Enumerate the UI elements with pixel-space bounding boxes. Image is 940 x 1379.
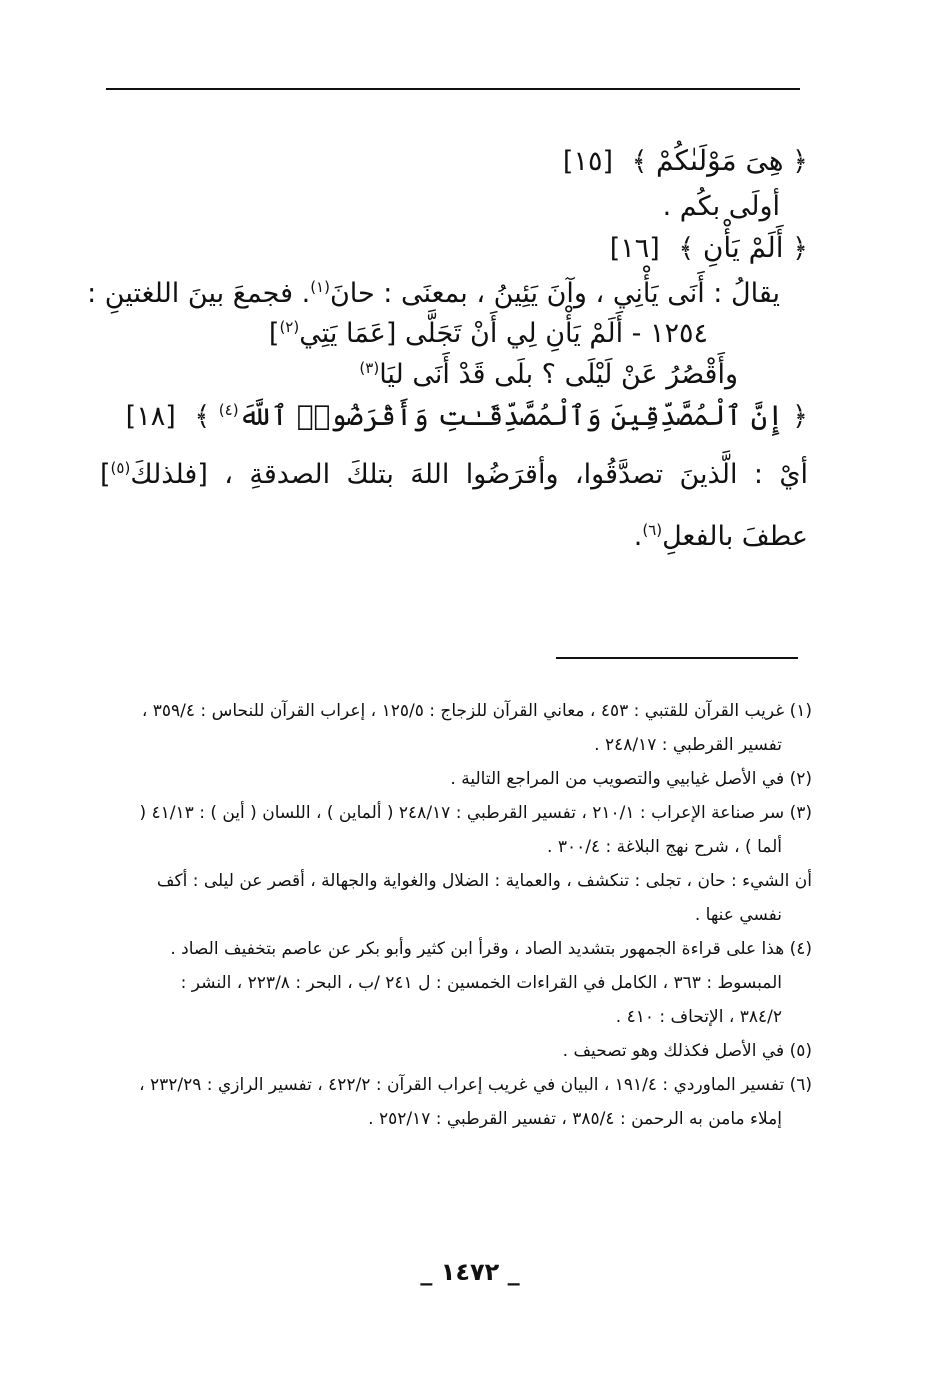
verse-number: [١٨]	[125, 401, 176, 432]
gloss-text: ] عطفَ بالفعلِ	[100, 458, 808, 552]
gloss-15: أولَى بكُم .	[662, 190, 780, 222]
poem-text: ١٢٥٤ - أَلَمْ يَأْنِ لِي أَنْ تَجَلَّى [عَمَا يَتِي	[299, 318, 708, 349]
footnotes	[104, 694, 812, 1136]
footnote-separator	[556, 657, 798, 659]
poem-text: وأَقْصُرُ عَنْ لَيْلَى ؟ بلَى قَدْ أَنَى ليَا	[379, 358, 738, 390]
poem-line-2	[100, 355, 808, 396]
verse-text: أَلَمْ يَأْنِ	[702, 231, 784, 264]
verse-text: هِىَ مَوْلَىٰكُمْ	[656, 144, 784, 177]
footnote-6	[104, 1068, 812, 1136]
gloss-text: أيْ : الَّذينَ تصدَّقُوا، وأقرَضُوا اللهَ بتلكَ الصدقةِ ، [فلذلكَ	[130, 458, 808, 490]
footnote-ref: (٦)	[642, 520, 663, 539]
footnote-line: إملاء مامن به الرحمن : ٣٨٥/٤ ، تفسير القرطبي : ٢٥٢/١٧ .	[368, 1109, 782, 1129]
footnote-5	[104, 1034, 812, 1068]
verse-number: [١٥]	[562, 146, 614, 177]
footnote-3-gloss	[104, 864, 812, 932]
footnote-line: (١) غريب القرآن للقتبي : ٤٥٣ ، معاني القرآن للزجاج : ١٢٥/٥ ، إعراب القرآن للنحاس : ٣٥٩/٤ ،	[141, 701, 812, 721]
verse-close-bracket: ﴾	[194, 401, 211, 432]
verse-18	[100, 395, 808, 438]
verse-16	[100, 227, 808, 270]
verse-number: [١٦]	[609, 233, 660, 264]
main-text	[87, 140, 808, 568]
footnote-line: نفسي عنها .	[694, 905, 782, 925]
footnote-line: (٣) سر صناعة الإعراب : ٢١٠/١ ، تفسير القرطبي : ٢٤٨/١٧ ( ألماين ) ، اللسان ( أين ) : ٤١/١٣ (	[139, 803, 812, 823]
footnote-3	[104, 796, 812, 864]
footnote-ref: (٥)	[110, 458, 131, 477]
verse-text: إِنَّ ٱلْمُصَّدِّقِينَ وَٱلْمُصَّدِّقَـٰتِ وَأَقْرَضُوا۟ ٱللَّهَ	[238, 399, 784, 432]
footnote-line: ألما ) ، شرح نهج البلاغة : ٣٠٠/٤ .	[547, 837, 782, 857]
footnote-line: المبسوط : ٣٦٣ ، الكامل في القراءات الخمسين : ل ٢٤١ /ب ، البحر : ٢٢٣/٨ ، النشر :	[180, 973, 782, 993]
footnote-ref: (١)	[310, 277, 330, 296]
page-number: _ ١٤٧٢ _	[420, 1258, 520, 1286]
verse-close-bracket: ﴾	[631, 146, 648, 177]
footnote-4	[104, 932, 812, 1034]
verse-open-bracket: ﴿	[792, 401, 808, 432]
top-rule	[106, 88, 800, 90]
footnote-line: (٥) في الأصل فكذلك وهو تصحيف .	[562, 1041, 812, 1061]
footnote-line: (٦) تفسير الماوردي : ١٩١/٤ ، البيان في غريب إعراب القرآن : ٤٢٢/٢ ، تفسير الرازي : ٢٣٢/٢٩ ،	[139, 1075, 812, 1095]
verse-open-bracket: ﴿	[792, 233, 808, 264]
gloss-16	[87, 274, 808, 315]
gloss-18	[100, 444, 808, 568]
gloss-text: .	[633, 520, 643, 552]
footnote-1	[104, 694, 812, 762]
footnote-2	[104, 762, 812, 796]
footnote-ref: (٣)	[359, 358, 380, 377]
footnote-line: تفسير القرطبي : ٢٤٨/١٧ .	[594, 735, 782, 755]
footnote-ref: (٤)	[218, 401, 239, 419]
footnote-line: (٤) هذا على قراءة الجمهور بتشديد الصاد ، وقرأ ابن كثير وأبو بكر عن عاصم بتخفيف الصاد .	[170, 939, 812, 959]
verse-15	[100, 140, 808, 183]
footnote-ref: (٢)	[279, 318, 300, 336]
verse-open-bracket: ﴿	[792, 146, 808, 177]
gloss-text: . فجمعَ بينَ اللغتينِ :	[87, 277, 311, 309]
footnote-line: (٢) في الأصل غيابيي والتصويب من المراجع التالية .	[450, 769, 812, 789]
poem-text: ]	[268, 318, 280, 349]
gloss-text: يقالُ : أَنَى يَأْنِي ، وآنَ يَئِينُ ، بمعنَى : حانَ	[329, 277, 780, 309]
footnote-line: ٣٨٤/٢ ، الإتحاف : ٤١٠ .	[615, 1007, 782, 1027]
verse-close-bracket: ﴾	[678, 233, 695, 264]
poem-line-1	[100, 314, 808, 355]
footnote-line: أن الشيء : حان ، تجلى : تنكشف ، والعماية : الضلال والغواية والجهالة ، أقصر عن ليلى : أكف	[156, 871, 812, 891]
